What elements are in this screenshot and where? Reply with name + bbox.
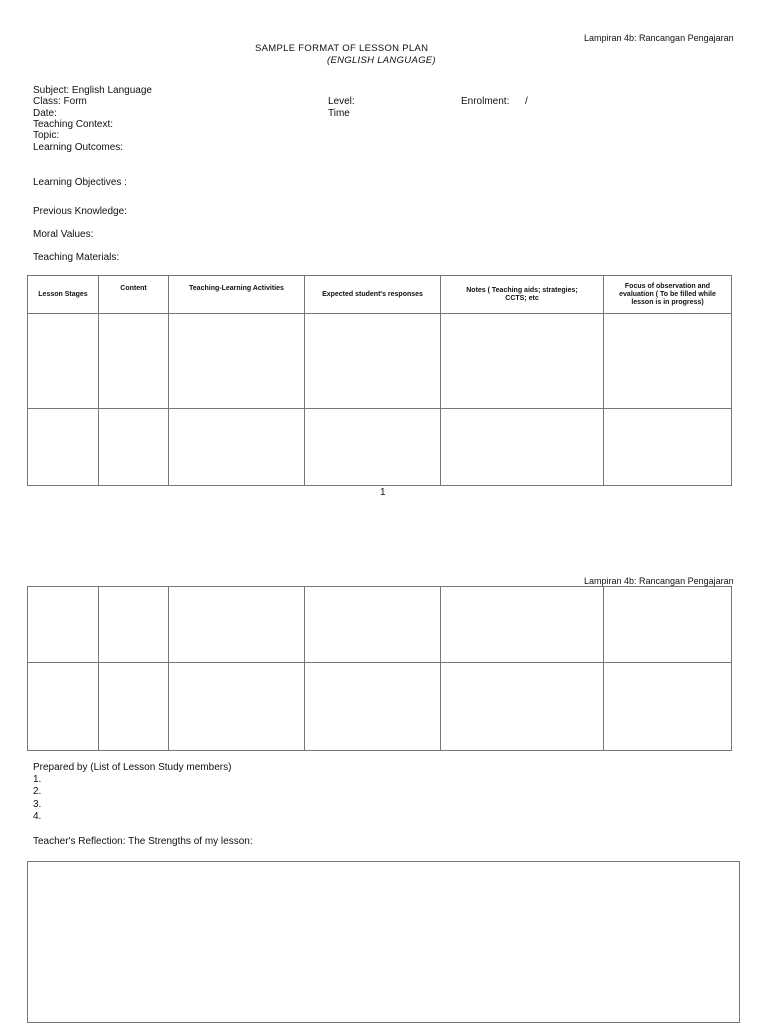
header-lesson-stages: Lesson Stages bbox=[28, 276, 99, 314]
table-cell[interactable] bbox=[604, 663, 732, 751]
header-teaching-learning-activities: Teaching-Learning Activities bbox=[169, 276, 305, 314]
table-header-row bbox=[28, 276, 732, 314]
member-item: 2. bbox=[33, 786, 42, 797]
field-moral-values: Moral Values: bbox=[33, 229, 94, 240]
table-cell[interactable] bbox=[28, 663, 99, 751]
table-row bbox=[28, 663, 732, 751]
document-title: SAMPLE FORMAT OF LESSON PLAN bbox=[255, 43, 429, 54]
table-cell[interactable] bbox=[169, 409, 305, 486]
field-date: Date: bbox=[33, 108, 57, 119]
header-focus-of-observation: Focus of observation and evaluation ( To be filled while lesson is in progress) bbox=[604, 276, 732, 314]
table-cell[interactable] bbox=[169, 663, 305, 751]
reflection-box[interactable] bbox=[27, 861, 740, 1023]
lesson-plan-table-continued bbox=[27, 586, 732, 751]
table-row bbox=[28, 587, 732, 663]
table-cell[interactable] bbox=[305, 409, 441, 486]
annex-label: Lampiran 4b: Rancangan Pengajaran bbox=[584, 33, 734, 43]
prepared-by-label: Prepared by (List of Lesson Study members) bbox=[33, 762, 232, 773]
table-cell[interactable] bbox=[441, 314, 604, 409]
table-row bbox=[28, 314, 732, 409]
field-enrolment: Enrolment: bbox=[461, 96, 510, 107]
member-item: 3. bbox=[33, 799, 42, 810]
table-cell[interactable] bbox=[604, 409, 732, 486]
field-teaching-materials: Teaching Materials: bbox=[33, 252, 120, 263]
table-row bbox=[28, 409, 732, 486]
table-cell[interactable] bbox=[305, 663, 441, 751]
table-cell[interactable] bbox=[604, 587, 732, 663]
table-cell[interactable] bbox=[441, 409, 604, 486]
header-content: Content bbox=[99, 276, 169, 314]
member-item: 1. bbox=[33, 774, 42, 785]
field-topic: Topic: bbox=[33, 130, 60, 141]
table-cell[interactable] bbox=[305, 314, 441, 409]
page-number: 1 bbox=[380, 487, 386, 498]
header-notes: Notes ( Teaching aids; strategies; CCTS; etc bbox=[441, 276, 604, 314]
table-cell[interactable] bbox=[99, 663, 169, 751]
field-time: Time bbox=[328, 108, 350, 119]
field-level: Level: bbox=[328, 96, 355, 107]
table-cell[interactable] bbox=[441, 587, 604, 663]
annex-label-page-2: Lampiran 4b: Rancangan Pengajaran bbox=[584, 576, 734, 586]
field-enrolment-slash: / bbox=[525, 96, 528, 107]
field-class: Class: Form bbox=[33, 96, 87, 107]
member-item: 4. bbox=[33, 811, 42, 822]
document-subtitle: (ENGLISH LANGUAGE) bbox=[327, 55, 436, 66]
table-cell[interactable] bbox=[169, 587, 305, 663]
table-cell[interactable] bbox=[99, 587, 169, 663]
header-expected-responses: Expected student's responses bbox=[305, 276, 441, 314]
table-cell[interactable] bbox=[604, 314, 732, 409]
table-cell[interactable] bbox=[28, 587, 99, 663]
table-cell[interactable] bbox=[99, 314, 169, 409]
lesson-plan-table bbox=[27, 275, 732, 486]
reflection-label: Teacher's Reflection: The Strengths of my lesson: bbox=[33, 836, 253, 847]
table-cell[interactable] bbox=[28, 314, 99, 409]
table-cell[interactable] bbox=[169, 314, 305, 409]
field-subject: Subject: English Language bbox=[33, 85, 152, 96]
table-cell[interactable] bbox=[99, 409, 169, 486]
table-cell[interactable] bbox=[28, 409, 99, 486]
field-learning-objectives: Learning Objectives : bbox=[33, 177, 127, 188]
field-learning-outcomes: Learning Outcomes: bbox=[33, 142, 124, 153]
table-cell[interactable] bbox=[305, 587, 441, 663]
table-cell[interactable] bbox=[441, 663, 604, 751]
field-previous-knowledge: Previous Knowledge: bbox=[33, 206, 127, 217]
field-teaching-context: Teaching Context: bbox=[33, 119, 114, 130]
